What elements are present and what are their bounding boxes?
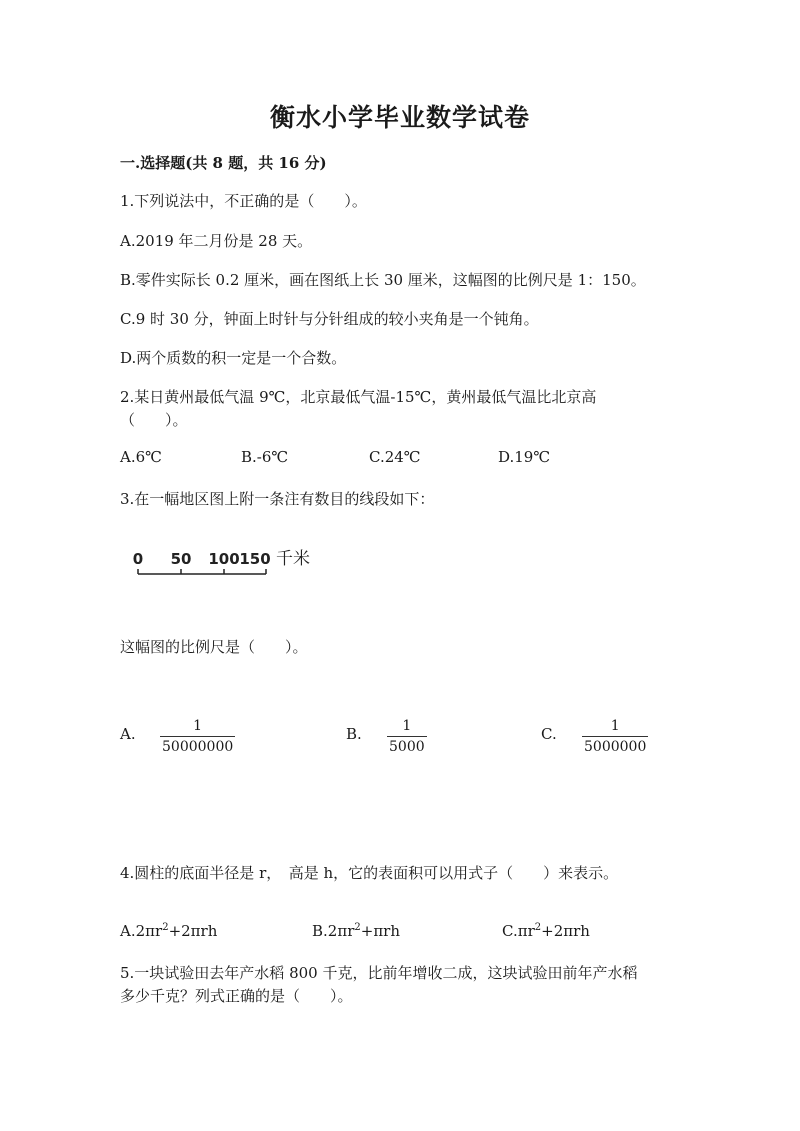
question-2-option-d: D.19℃ <box>498 448 551 466</box>
superscript-2: 2 <box>534 922 542 933</box>
question-5-stem-cont: 多少千克？列式正确的是（ ）。 <box>120 987 353 1005</box>
section-heading: 一.选择题(共 8 题，共 16 分) <box>120 154 327 172</box>
fraction-denominator: 5000 <box>387 736 427 755</box>
fraction-denominator: 50000000 <box>160 736 235 755</box>
fraction-numerator: 1 <box>193 718 203 734</box>
scale-label-100: 100 <box>208 550 240 568</box>
question-4-option-c: $C.\pi r^2+2\pi rh$ <box>502 922 590 940</box>
question-3-option-a-label: A. <box>120 725 136 743</box>
question-4-option-b: $B.2\pi r^2+\pi rh$ <box>312 922 401 940</box>
question-3-option-c-fraction <box>582 718 648 755</box>
question-3-option-b-fraction <box>387 718 427 755</box>
question-2-option-b: B.-6℃ <box>241 448 289 466</box>
question-3-stem: 3.在一幅地区图上附一条注有数目的线段如下： <box>120 490 435 508</box>
question-2-option-a: A.6℃ <box>120 448 162 466</box>
scale-bar-figure <box>128 540 328 582</box>
scale-label-150: 150 <box>239 550 271 568</box>
question-1-option-d: D.两个质数的积一定是一个合数。 <box>120 349 347 367</box>
question-3-option-b-label: B. <box>346 725 362 743</box>
superscript-2: 2 <box>354 922 361 933</box>
question-3-option-a-fraction <box>160 718 235 755</box>
fraction-denominator: 5000000 <box>582 736 648 755</box>
question-1-stem: 1.下列说法中，不正确的是（ ）。 <box>120 192 367 210</box>
question-1-option-b: B.零件实际长 0.2 厘米，画在图纸上长 30 厘米，这幅图的比例尺是 1：150。 <box>120 271 646 289</box>
question-2-stem: 2.某日黄州最低气温 9℃，北京最低气温-15℃，黄州最低气温比北京高 <box>120 388 597 406</box>
question-2-option-c: C.24℃ <box>369 448 421 466</box>
question-4-option-a: $A.2\pi r^2+2\pi rh$ <box>120 922 218 940</box>
scale-label-50: 50 <box>170 550 192 568</box>
fraction-numerator: 1 <box>610 718 620 734</box>
scale-unit: 千米 <box>276 549 310 569</box>
superscript-2: 2 <box>162 922 169 933</box>
question-3-option-c-label: C. <box>541 725 557 743</box>
question-4-stem: 4.圆柱的底面半径是 r， 高是 h，它的表面积可以用式子（ ）来表示。 <box>120 864 619 882</box>
question-3-question: 这幅图的比例尺是（ ）。 <box>120 638 308 656</box>
page-title: 衡水小学毕业数学试卷 <box>269 103 530 132</box>
question-5-stem: 5.一块试验田去年产水稻 800 千克，比前年增收二成，这块试验田前年产水稻 <box>120 964 638 982</box>
question-1-option-a: A.2019 年二月份是 28 天。 <box>120 232 313 250</box>
question-2-stem-cont: （ ）。 <box>120 411 188 429</box>
question-1-option-c: C.9 时 30 分，钟面上时针与分针组成的较小夹角是一个钝角。 <box>120 310 539 328</box>
scale-label-0: 0 <box>132 550 144 568</box>
fraction-numerator: 1 <box>402 718 412 734</box>
